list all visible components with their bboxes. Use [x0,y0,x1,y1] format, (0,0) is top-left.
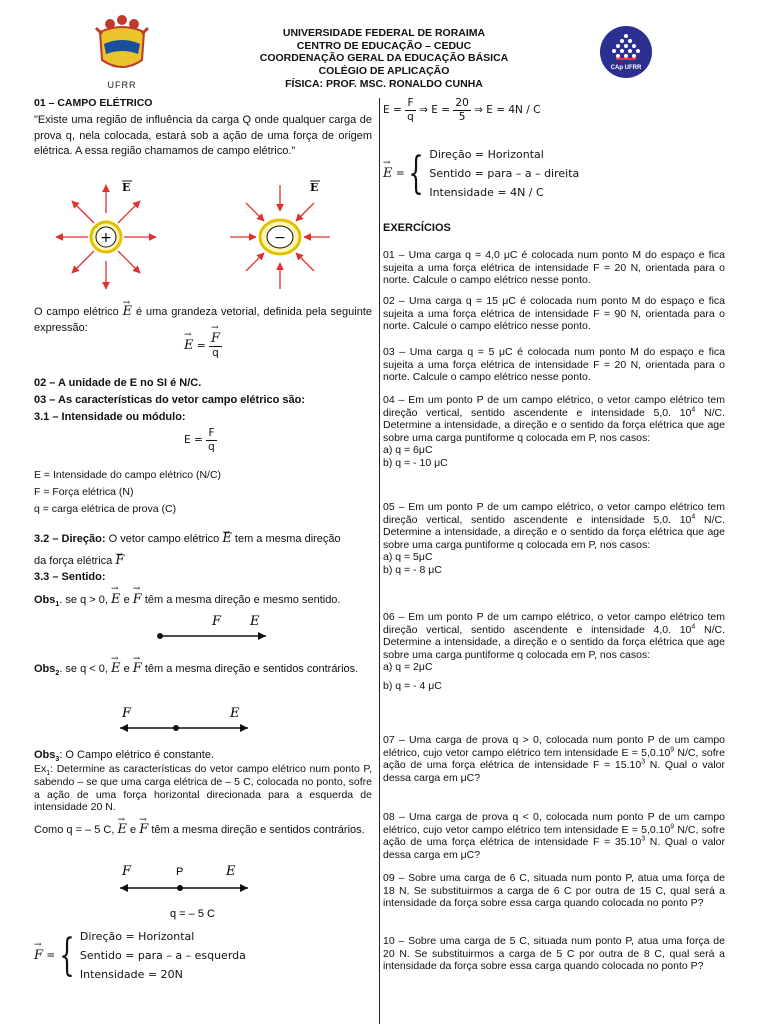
svg-text:F: F [122,864,132,879]
exercise-05: 05 – Em um ponto P de um campo elétrico, o vetor campo elétrico tem direção vertical, sentido ascendente e intensidade 5,0. $10^4$ N/C. Determine a intensidade, a direção e o sentido da força elétrica que age sobre uma carga puntiforme q colocada em P, nos casos: a) q = 5μC b) q = - 8 μC [383,501,725,576]
header-line: CENTRO DE EDUCAÇÃO – CEDUC [296,39,472,52]
section-title: 01 – CAMPO ELÉTRICO [34,97,153,109]
exercise-09: 09 – Sobre uma carga de 6 C, situada num ponto P, atua uma força de 18 N. Se substituirmos a carga de 6 C por outra de 15 C, qual será a intensidade da força sobre essa carga quando colocada no ponto P? [383,872,725,910]
column-divider [379,98,380,1024]
intro-paragraph: "Existe uma região de influência da carga Q onde qualquer carga de prova q, nela colocada, estará sob a ação de uma força de origem elétrica. A essa região chamamos de campo elétrico." [34,114,372,158]
field-characteristics: → E = { Direção = Horizontal Sentido = para – a – direita Intensidade = 4N / C [383,145,579,202]
svg-text:F: F [122,706,132,721]
section-2: 02 – A unidade de E no SI é N/C. [34,377,202,389]
header-line: UNIVERSIDADE FEDERAL DE RORAIMA [282,27,486,39]
section-3-1: 3.1 – Intensidade ou módulo: [34,411,186,423]
legend-item: q = carga elétrica de prova (C) [34,503,177,515]
exercise-06: 06 – Em um ponto P de um campo elétrico, o vetor campo elétrico tem direção vertical, sentido ascendente e intensidade 4,0. $10^4$ N/C. Determine a intensidade, a direção e o sentido da força elétrica que age sobre uma carga puntiforme q colocada em P, nos casos: a) q = 2μC b) q = - 4 μC [383,611,725,692]
cap-ufrr-logo [598,24,654,80]
force-characteristics: → F = { Direção = Horizontal Sentido = para – a – esquerda Intensidade = 20N [34,927,246,984]
institution-header [200,27,568,91]
ufrr-logo [92,14,152,94]
direction-paragraph: 3.2 – Direção: O vetor campo elétrico → E tem a mesma direção da força elétrica → F [34,528,372,572]
svg-text:E: E [226,864,236,879]
exercise-10: 10 – Sobre uma carga de 5 C, situada num ponto P, atua uma força de 20 N. Se substituirmos a carga de 5 C por outra de 8 C, qual será a intensidade da força sobre essa carga quando colocada no ponto P? [383,935,725,973]
negative-sign: − [274,230,286,246]
ufrr-caption: UFRR [107,80,137,90]
field-vector-label: E [310,181,319,194]
example-statement: Como q = – 5 C, → E e → F têm a mesma direção e sentidos contrários. [34,823,372,837]
obs-1: Obs$_1$. se q > 0, → E e → F têm a mesma direção e mesmo sentido. [34,594,340,607]
page-header [0,0,768,96]
positive-sign: + [100,230,112,246]
definition-paragraph: O campo elétrico → E é uma grandeza vetorial, definida pela seguinte expressão: [34,304,372,336]
exercises-title: EXERCÍCIOS [383,222,451,234]
example-1: $Ex_1$: Determine as características do vetor campo elétrico num ponto P, sabendo – se que uma carga elétrica de – 5 C, colocada no ponto, sofre a ação de uma força horizontal direcionada para a esquerda de intensidade 20 N. [34,763,372,814]
exercise-02: 02 – Uma carga q = 15 μC é colocada num ponto M do espaço e fica sujeita a uma força elétrica de intensidade F = 90 N, orientada para o norte. Calcule o campo elétrico nesse ponto. [383,295,725,333]
legend-item: F = Força elétrica (N) [34,486,134,498]
header-line: COORDENAÇÃO GERAL DA EDUCAÇÃO BÁSICA [259,52,509,65]
svg-text:E: E [250,614,260,629]
ufrr-crest-icon [92,14,152,80]
exercise-07: 07 – Uma carga de prova q > 0, colocada num ponto P de um campo elétrico, cujo vetor campo elétrico tem intensidade $E = 5,0.10^9$ N/C, sofre ação de uma força elétrica de intensidade $F = 15.10^3$ N. Qual o valor dessa carga em μC? [383,734,725,784]
example-force-diagram [114,861,254,927]
cap-ufrr-emblem-icon [598,24,654,80]
exercise-08: 08 – Uma carga de prova q < 0, colocada num ponto P de um campo elétrico, cujo vetor campo elétrico tem intensidade $E = 5,0.10^9$ N/C, sofre ação de uma força elétrica de intensidade $F = 35.10^3$ N. Qual o valor dessa carga em μC? [383,811,725,861]
intensity-formula: E = $\frac{F}{q}$ [184,427,215,453]
section-3-3: 3.3 – Sentido: [34,571,106,583]
obs-2: Obs$_2$. se q < 0, → E e → F têm a mesma direção e sentidos contrários. [34,662,372,676]
header-line: FÍSICA: PROF. MSC. RONALDO CUNHA [285,77,483,90]
field-lines-diagram [34,177,372,297]
exercise-04: 04 – Em um ponto P de um campo elétrico, o vetor campo elétrico tem direção vertical, sentido ascendente e intensidade 5,0. $10^4$ N/C. Determine a intensidade, a direção e o sentido da força elétrica que age sobre uma carga puntiforme q colocada em P, nos casos: a) q = 6μC b) q = - 10 μC [383,394,725,469]
exercise-01: 01 – Uma carga q = 4,0 μC é colocada num ponto M do espaço e fica sujeita a uma força elétrica de intensidade F = 20 N, orientada para o norte. Calcule o campo elétrico nesse ponto. [383,249,725,287]
symbol-legend [34,467,221,518]
section-3: 03 – As características do vetor campo elétrico são: [34,394,306,406]
legend-item: E = Intensidade do campo elétrico (N/C) [34,469,222,481]
svg-text:F: F [212,614,222,629]
field-vector-label: E [122,181,131,194]
E-vector: → E [123,304,133,319]
cap-ufrr-caption: CAp UFRR [610,65,642,71]
same-direction-diagram [154,609,274,643]
calc-formula: E = $\frac{F}{q}$ ⇒ E = $\frac{20}{5}$ ⇒ E = 4N / C [383,97,541,123]
point-P: P [176,866,184,878]
exercise-03: 03 – Uma carga q = 5 μC é colocada num ponto M do espaço e fica sujeita a uma força elétrica de intensidade F = 20 N, orientada para o norte. Calcule o campo elétrico nesse ponto. [383,346,725,384]
obs-3: Obs$_3$: O Campo elétrico é constante. [34,749,214,764]
header-line: COLÉGIO DE APLICAÇÃO [318,65,450,78]
opposite-direction-diagram [114,701,254,735]
svg-text:E: E [230,706,240,721]
definition-formula: → E = → $\frac{F}{q}$ [184,333,222,359]
charge-value: q = – 5 C [170,908,215,920]
